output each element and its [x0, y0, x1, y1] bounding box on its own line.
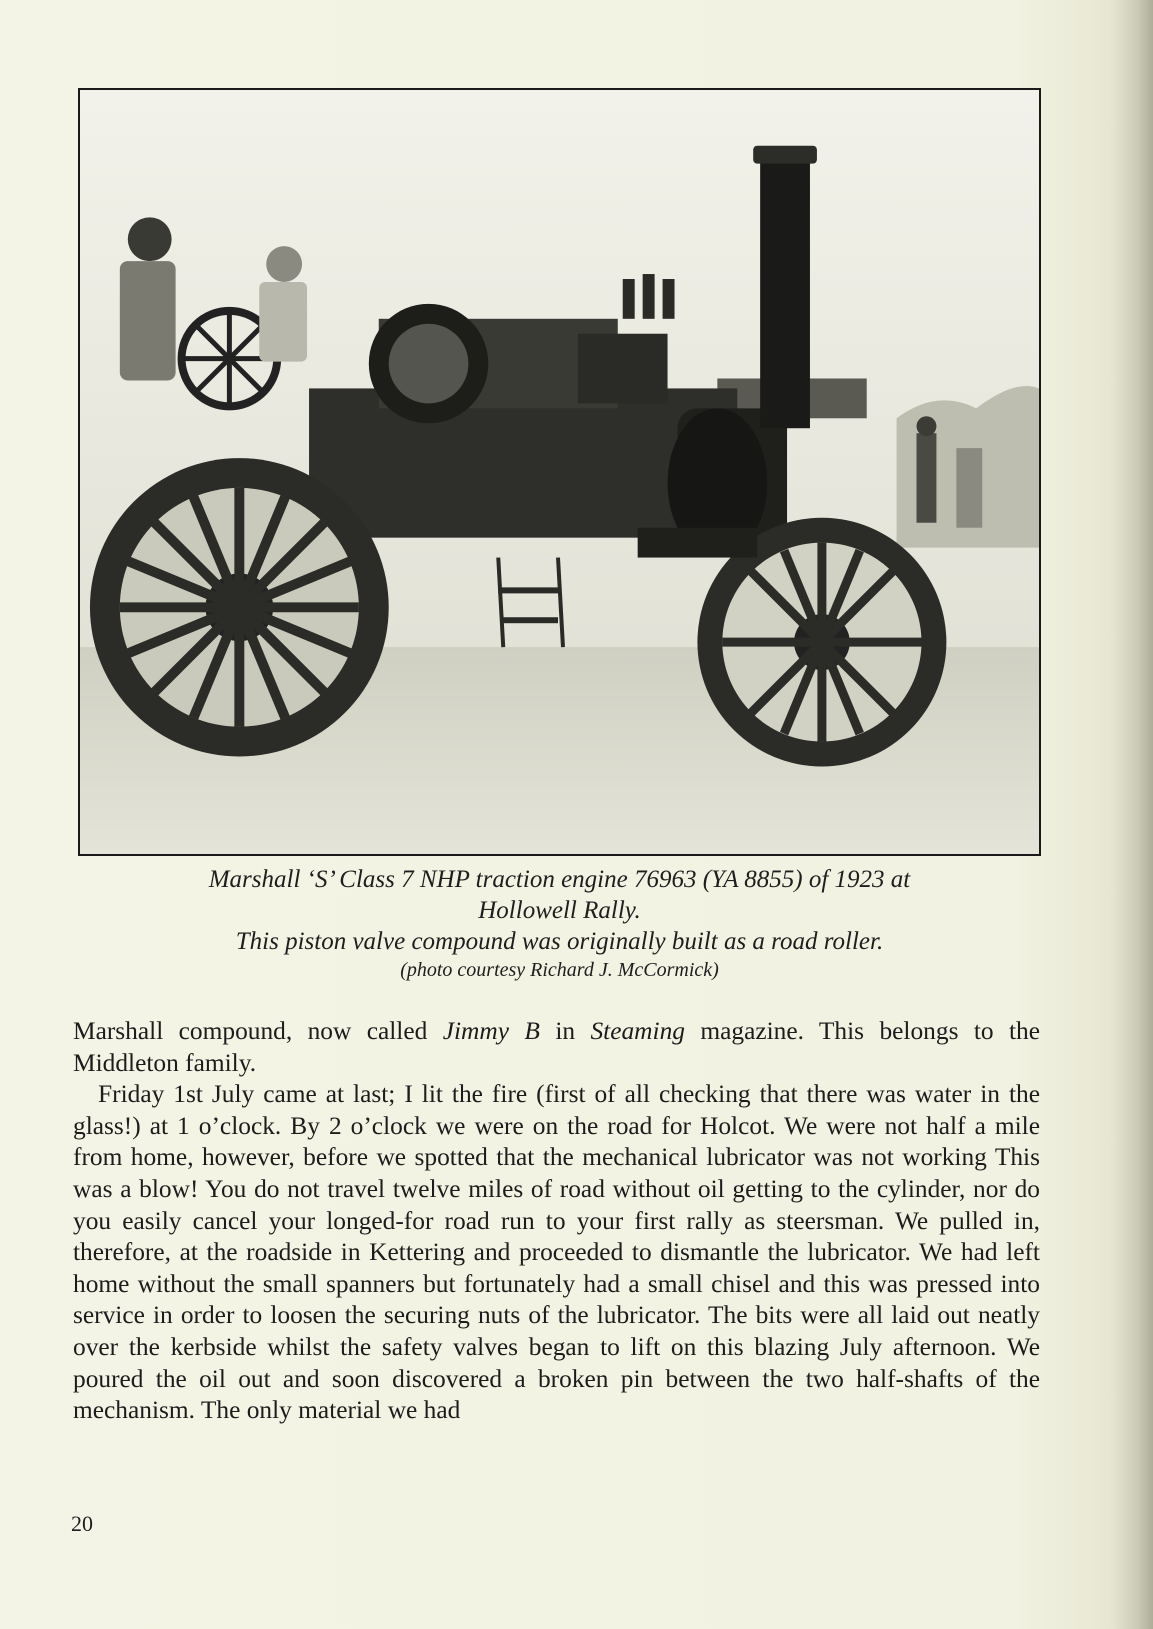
photo-caption [78, 864, 1041, 983]
magazine-title-steaming: Steaming [590, 1017, 685, 1045]
paragraph-1-part-c: magazine. This belongs to the Middleton family. [73, 1017, 1041, 1077]
caption-line-1: Marshall ‘S’ Class 7 NHP traction engine 76963 (YA 8855) of 1923 at [208, 866, 911, 893]
paragraph-1 [73, 1016, 1040, 1079]
spine-shadow [1113, 0, 1153, 1629]
paragraph-1-part-b: in [539, 1017, 591, 1045]
caption-line-2: Hollowell Rally. [478, 897, 641, 924]
magazine-name-jimmy-b: Jimmy B [442, 1017, 540, 1045]
paragraph-2: Friday 1st July came at last; I lit the fire (first of all checking that there was water in the glass!) at 1 o’clock. By 2 o’clock we were on the road for Holcot. We were not half a mile from home, however, before we spotted that the mechanical lubricator was not working This was a blow! You do not travel twelve miles of road without oil getting to the cylinder, nor do you easily cancel your longed-for road run to your first rally as steersman. We pulled in, therefore, at the roadside in Kettering and proceeded to dismantle the lubricator. We had left home without the small spanners but fortunately had a small chisel and this was pressed into service in order to loosen the securing nuts of the lubricator. The bits were all laid out neatly over the kerbside whilst the safety valves began to lift on this blazing July afternoon. We poured the oil out and soon discovered a broken pin between the two half-shafts of the mechanism. The only material we had [73, 1080, 1040, 1425]
page-number: 20 [71, 1511, 93, 1536]
traction-engine-photo [78, 88, 1041, 856]
caption-credit: (photo courtesy Richard J. McCormick) [400, 959, 719, 981]
body-text [73, 1016, 1040, 1427]
paragraph-1-part-a: Marshall compound, now called [73, 1017, 443, 1045]
caption-line-3: This piston valve compound was originally built as a road roller. [235, 928, 884, 955]
